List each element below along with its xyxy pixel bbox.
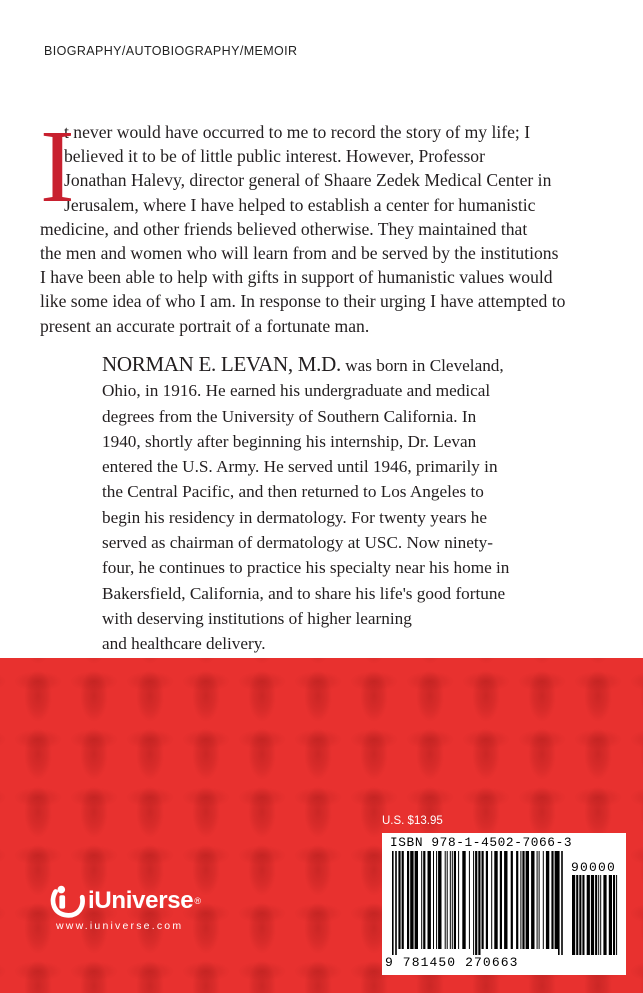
bio-line: the Central Pacific, and then returned to Los Angeles to (102, 482, 484, 502)
bio-line: Ohio, in 1916. He earned his undergraduate and medical (102, 381, 491, 401)
publisher-website: www.iuniverse.com (56, 920, 184, 932)
quote-line: believed it to be of little public interest. However, Professor (64, 146, 485, 167)
isbn-label: ISBN 978-1-4502-7066-3 (390, 835, 573, 850)
author-name: NORMAN E. LEVAN, M.D. (102, 352, 341, 376)
quote-line: medicine, and other friends believed otherwise. They maintained that (40, 218, 528, 239)
author-quote (40, 109, 615, 338)
publisher-logo (48, 882, 201, 920)
quote-line: Jonathan Halevy, director general of Shaare Zedek Medical Center in (64, 170, 552, 191)
bio-line: four, he continues to practice his specialty near his home in (102, 558, 510, 578)
bio-line: begin his residency in dermatology. For twenty years he (102, 507, 488, 527)
bio-line: and healthcare delivery. (102, 634, 266, 654)
author-bio (102, 352, 602, 657)
bio-line: Bakersfield, California, and to share his life's good fortune (102, 583, 506, 603)
barcode-box (382, 833, 626, 975)
bio-line: entered the U.S. Army. He served until 1946, primarily in (102, 457, 498, 477)
quote-line: Jerusalem, where I have helped to establish a center for humanistic (64, 194, 536, 215)
drop-cap: I (40, 109, 75, 224)
barcode-bars (384, 851, 624, 955)
quote-line: the men and women who will learn from and be served by the institutions (40, 243, 559, 264)
registered-mark: ® (194, 896, 201, 906)
bio-line: 1940, shortly after beginning his internship, Dr. Levan (102, 431, 477, 451)
quote-line: like some idea of who I am. In response to their urging I have attempted to (40, 291, 566, 312)
quote-line: t never would have occurred to me to record the story of my life; I (64, 122, 531, 142)
iuniverse-swirl-icon (48, 882, 86, 920)
quote-line: I have been able to help with gifts in support of humanistic values would (40, 267, 553, 288)
genre-label: BIOGRAPHY/AUTOBIOGRAPHY/MEMOIR (44, 44, 298, 58)
bio-first-line (102, 352, 602, 378)
quote-line: present an accurate portrait of a fortunate man. (40, 315, 370, 336)
barcode-digits: 9 781450 270663 (385, 955, 519, 970)
bio-line: degrees from the University of Southern California. In (102, 406, 477, 426)
bio-first-line-rest: was born in Cleveland, (340, 356, 504, 375)
publisher-name: iUniverse (88, 887, 194, 914)
addon-code: 90000 (570, 860, 616, 875)
price-label: U.S. $13.95 (382, 815, 443, 827)
bio-line: with deserving institutions of higher learning (102, 608, 412, 628)
bio-line: served as chairman of dermatology at USC. Now ninety- (102, 533, 493, 553)
